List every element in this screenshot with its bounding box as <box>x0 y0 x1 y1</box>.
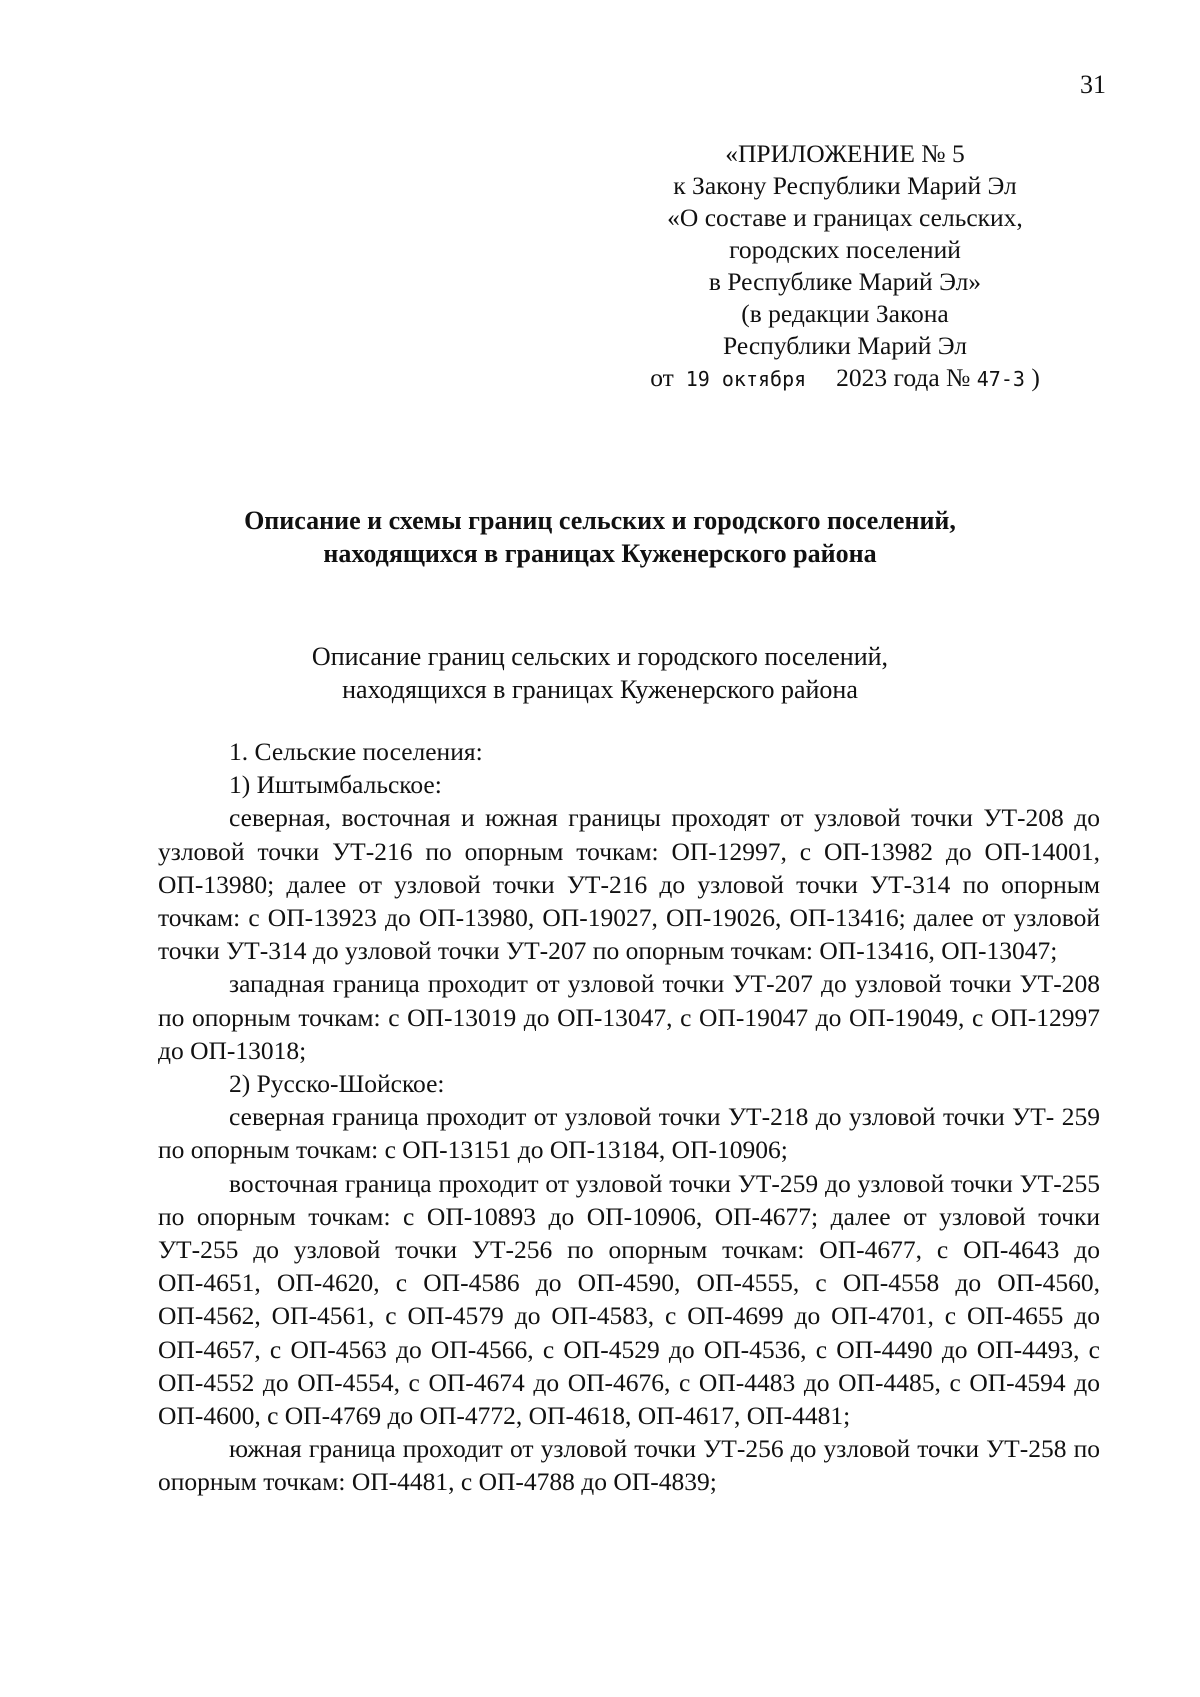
subtitle-line: Описание границ сельских и городского поселений, <box>311 642 889 671</box>
date-year: 2023 года № <box>836 363 971 392</box>
date-day-month: 19 октября <box>685 367 807 391</box>
title-line: Описание и схемы границ сельских и городского поселений, <box>244 506 956 535</box>
appendix-line: «О составе и границах сельских, <box>667 203 1023 232</box>
section-subtitle <box>150 640 1050 706</box>
document-body <box>158 735 1100 1499</box>
boundary-paragraph: южная граница проходит от узловой точки УТ-256 до узловой точки УТ-258 по опорным точкам: ОП-4481, с ОП-4788 до ОП-4839; <box>158 1434 1100 1497</box>
appendix-line: Республики Марий Эл <box>723 331 967 360</box>
section-heading: 1. Сельские поселения: <box>229 737 483 766</box>
appendix-header <box>610 138 1080 395</box>
law-number: 47-З <box>976 367 1025 391</box>
law-date-line <box>610 362 1080 395</box>
boundary-paragraph: восточная граница проходит от узловой точки УТ-259 до узловой точки УТ-255 по опорным точкам: с ОП-10893 до ОП-10906, ОП-4677; далее от узловой точки УТ-255 до узловой точки УТ-256 по опорным точкам: ОП-4677, с ОП-4643 до ОП-4651, ОП-4620, с ОП-4586 до ОП-4590, ОП-4555, с ОП-4558 до ОП-4560, ОП-4562, ОП-4561, с ОП-4579 до ОП-4583, с ОП-4699 до ОП-4701, с ОП-4655 до ОП-4657, с ОП-4563 до ОП-4566, с ОП-4529 до ОП-4536, с ОП-4490 до ОП-4493, с ОП-4552 до ОП-4554, с ОП-4674 до ОП-4676, с ОП-4483 до ОП-4485, с ОП-4594 до ОП-4600, с ОП-4769 до ОП-4772, ОП-4618, ОП-4617, ОП-4481; <box>158 1168 1100 1431</box>
date-prefix: от <box>650 363 674 392</box>
boundary-paragraph: северная, восточная и южная границы проходят от узловой точки УТ-208 до узловой точки УТ-216 по опорным точкам: ОП-12997, с ОП-13982 до ОП-14001, ОП-13980; далее от узловой точки УТ-216 до узловой точки УТ-314 по опорным точкам: с ОП-13923 до ОП-13980, ОП-19027, ОП-19026, ОП-13416; далее от узловой точки УТ-314 до узловой точки УТ-207 по опорным точкам: ОП-13416, ОП-13047; <box>158 803 1100 966</box>
date-suffix: ) <box>1031 363 1040 392</box>
appendix-line: «ПРИЛОЖЕНИЕ № 5 <box>725 139 965 168</box>
settlement-heading: 2) Русско-Шойское: <box>229 1069 445 1099</box>
settlement-heading: 1) Иштымбальское: <box>229 770 442 800</box>
page-number: 31 <box>1080 70 1106 99</box>
subtitle-line: находящихся в границах Куженерского района <box>342 675 858 704</box>
appendix-line: в Республике Марий Эл» <box>708 267 982 296</box>
boundary-paragraph: западная граница проходит от узловой точки УТ-207 до узловой точки УТ-208 по опорным точкам: с ОП-13019 до ОП-13047, с ОП-19047 до ОП-19049, с ОП-12997 до ОП-13018; <box>158 969 1100 1065</box>
title-line: находящихся в границах Куженерского района <box>323 539 877 568</box>
appendix-line: (в редакции Закона <box>741 299 949 328</box>
boundary-paragraph: северная граница проходит от узловой точки УТ-218 до узловой точки УТ- 259 по опорным точкам: с ОП-13151 до ОП-13184, ОП-10906; <box>158 1102 1100 1165</box>
appendix-line: к Закону Республики Марий Эл <box>673 171 1017 200</box>
document-title <box>150 504 1050 570</box>
appendix-line: городских поселений <box>729 235 961 264</box>
